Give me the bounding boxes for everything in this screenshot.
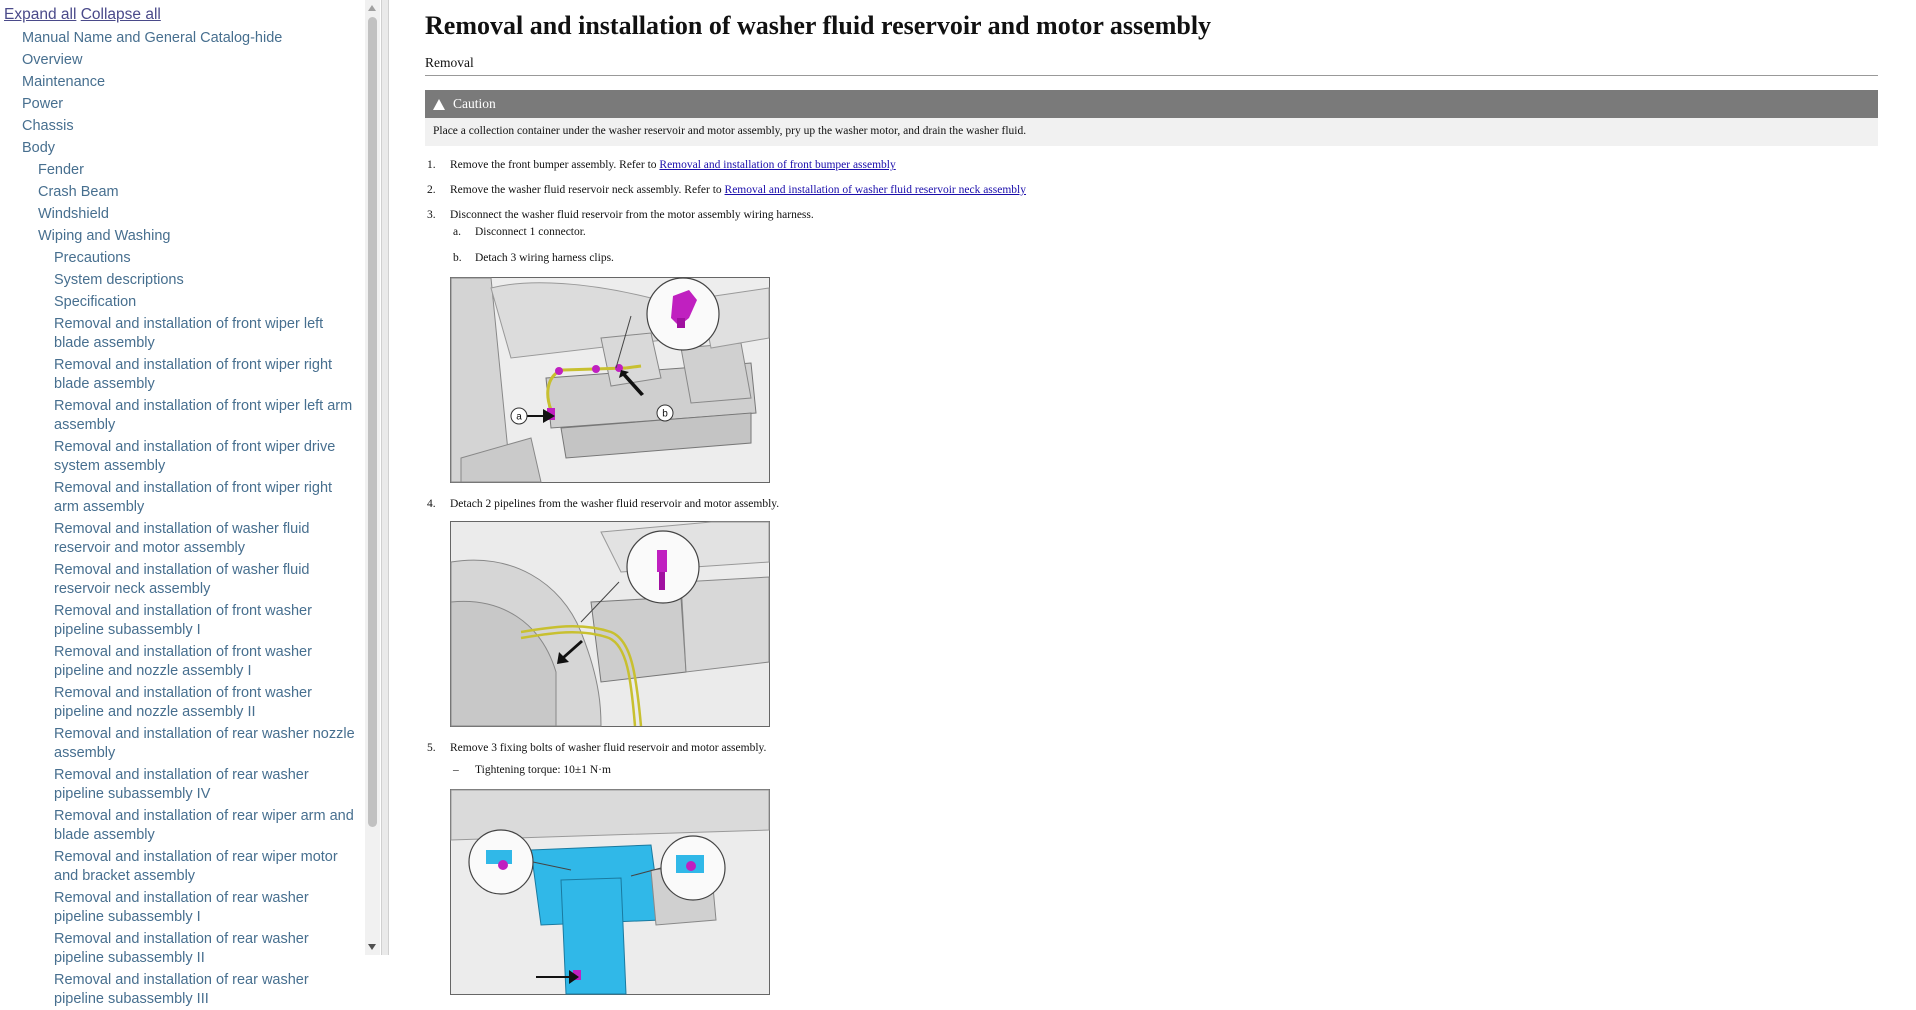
nav-item-front-wiper-left-arm[interactable]: Removal and installation of front wiper left arm assembly [54,397,353,433]
nav-item-rear-wiper-motor-bracket[interactable]: Removal and installation of rear wiper motor and bracket assembly [54,848,338,884]
figure-pipelines [450,521,770,727]
step-text: Remove the front bumper assembly. Refer to [450,159,660,171]
nav-item-rear-washer-pipeline-iv[interactable]: Removal and installation of rear washer pipeline subassembly IV [54,766,309,802]
nav-item-chassis[interactable]: Chassis [22,117,74,134]
nav-item-fender[interactable]: Fender [38,161,84,178]
collapse-all-link[interactable]: Collapse all [80,6,161,23]
substep-text: Disconnect 1 connector. [475,226,586,238]
substeps [450,225,1878,265]
nav-item-power[interactable]: Power [22,95,64,112]
substep-marker: b. [453,252,462,264]
nav-item-specification[interactable]: Specification [54,293,137,310]
nav-item-front-washer-nozzle-i[interactable]: Removal and installation of front washer pipeline and nozzle assembly I [54,643,312,679]
wiring-harness-illustration [451,278,769,482]
nav-item-body[interactable]: Body [22,139,56,156]
nav-scrollbar[interactable] [365,0,380,955]
substep-text: Tightening torque: 10±1 N·m [475,764,611,776]
substep [450,251,1878,265]
substep-text: Detach 3 wiring harness clips. [475,252,614,264]
navigation-tree [0,0,372,1007]
step-text: Remove the washer fluid reservoir neck assembly. Refer to [450,184,725,196]
expand-all-link[interactable]: Expand all [4,6,77,23]
step-5 [425,741,1878,995]
figure-wiring-harness [450,277,770,483]
step-text: Detach 2 pipelines from the washer fluid reservoir and motor assembly. [450,498,780,510]
section-heading-removal: Removal [425,55,1878,76]
callout-a: a [516,411,522,423]
caution-header [425,90,1878,118]
fixing-bolts-illustration [451,790,769,994]
figure-fixing-bolts [450,789,770,995]
nav-item-washer-fluid-reservoir-neck[interactable]: Removal and installation of washer fluid reservoir neck assembly [54,561,310,597]
step-number: 4. [427,498,436,510]
step-1 [425,158,1878,172]
step-number: 1. [427,159,436,171]
substep [450,763,1878,777]
step-number: 5. [427,742,436,754]
nav-item-rear-wiper-arm-blade[interactable]: Removal and installation of rear wiper arm and blade assembly [54,807,354,843]
step-2 [425,183,1878,197]
nav-item-rear-washer-pipeline-iii[interactable]: Removal and installation of rear washer pipeline subassembly III [54,971,309,1007]
substeps [450,763,1878,777]
nav-item-system-descriptions[interactable]: System descriptions [54,271,184,288]
step-4 [425,497,1878,727]
document-content [388,11,1916,995]
tree-controls [4,4,364,27]
callout-b: b [662,408,668,420]
reservoir-neck-link[interactable]: Removal and installation of washer fluid reservoir neck assembly [724,184,1027,196]
nav-item-overview[interactable]: Overview [22,51,83,68]
nav-item-front-washer-pipeline-i[interactable]: Removal and installation of front washer pipeline subassembly I [54,602,312,638]
nav-item-front-wiper-left-blade[interactable]: Removal and installation of front wiper left blade assembly [54,315,324,351]
pipelines-illustration [451,522,769,726]
navigation-tree-content [0,0,364,1010]
substep-marker: – [453,764,459,776]
step-number: 3. [427,209,436,221]
nav-item-crash-beam[interactable]: Crash Beam [38,183,119,200]
warning-triangle-icon [433,99,445,110]
substep-marker: a. [453,226,461,238]
substep [450,225,1878,239]
step-number: 2. [427,184,436,196]
nav-item-rear-washer-pipeline-i[interactable]: Removal and installation of rear washer pipeline subassembly I [54,889,309,925]
nav-item-manual-name[interactable]: Manual Name and General Catalog-hide [22,29,283,46]
step-text: Remove 3 fixing bolts of washer fluid reservoir and motor assembly. [450,742,767,754]
nav-item-front-washer-nozzle-ii[interactable]: Removal and installation of front washer pipeline and nozzle assembly II [54,684,312,720]
scroll-up-arrow-icon[interactable] [368,5,376,11]
page-title: Removal and installation of washer fluid reservoir and motor assembly [425,11,1212,40]
front-bumper-link[interactable]: Removal and installation of front bumper assembly [659,159,896,171]
scrollbar-thumb[interactable] [368,17,377,827]
nav-item-wiping-and-washing[interactable]: Wiping and Washing [38,227,171,244]
nav-item-washer-fluid-reservoir-motor[interactable]: Removal and installation of washer fluid reservoir and motor assembly [54,520,310,556]
nav-item-rear-washer-nozzle[interactable]: Removal and installation of rear washer nozzle assembly [54,725,355,761]
procedure-steps [425,158,1878,995]
step-3 [425,208,1878,483]
nav-item-rear-washer-pipeline-ii[interactable]: Removal and installation of rear washer pipeline subassembly II [54,930,309,966]
nav-item-precautions[interactable]: Precautions [54,249,131,266]
step-text: Disconnect the washer fluid reservoir from the motor assembly wiring harness. [450,209,814,221]
caution-title: Caution [453,96,496,111]
scroll-down-arrow-icon[interactable] [368,944,376,950]
nav-item-front-wiper-drive-system[interactable]: Removal and installation of front wiper drive system assembly [54,438,336,474]
nav-item-front-wiper-right-blade[interactable]: Removal and installation of front wiper right blade assembly [54,356,333,392]
nav-item-maintenance[interactable]: Maintenance [22,73,106,90]
nav-item-windshield[interactable]: Windshield [38,205,109,222]
caution-box [425,90,1878,146]
nav-item-front-wiper-right-arm[interactable]: Removal and installation of front wiper right arm assembly [54,479,333,515]
document-pane [388,0,1916,955]
caution-text: Place a collection container under the washer reservoir and motor assembly, pry up the washer motor, and drain the washer fluid. [433,125,1027,137]
